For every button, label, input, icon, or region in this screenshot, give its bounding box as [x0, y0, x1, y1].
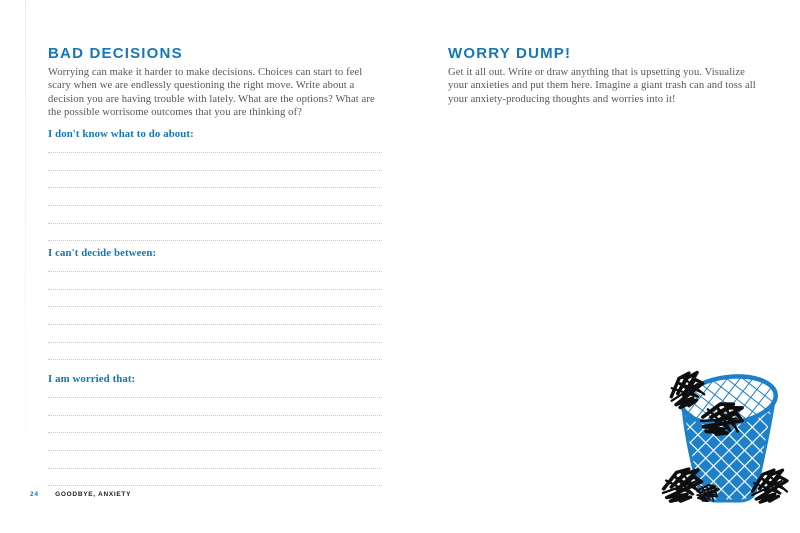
writing-line [48, 451, 382, 469]
writing-line [48, 290, 382, 308]
writing-line [48, 325, 382, 343]
writing-line [48, 469, 382, 487]
writing-line [48, 343, 382, 361]
page-number: 24 [30, 491, 39, 498]
right-page-intro: Get it all out. Write or draw anything that is upsetting you. Visualize your anxieties and put them here. Imagine a giant trash can and toss all your anxiety-producing thoughts and worries into it! [448, 67, 756, 105]
writing-line [48, 171, 382, 189]
page-edge-line [25, 0, 26, 533]
writing-line [48, 141, 382, 153]
writing-line [48, 433, 382, 451]
writing-prompt: I am worried that: [48, 373, 136, 385]
worksheet-section [48, 128, 382, 241]
writing-lines [48, 141, 382, 241]
writing-lines [48, 260, 382, 360]
writing-line [48, 224, 382, 242]
worksheet-section [48, 247, 382, 360]
writing-prompt: I can't decide between: [48, 247, 157, 259]
writing-prompt: I don't know what to do about: [48, 128, 194, 140]
writing-line [48, 416, 382, 434]
writing-line [48, 153, 382, 171]
writing-lines [48, 386, 382, 486]
writing-line [48, 272, 382, 290]
scribble-bottom-left [661, 468, 703, 503]
left-page-intro: Worrying can make it harder to make decisions. Choices can start to feel scary when we are endlessly questioning the right move. Write about a decision you are having trouble with lately. What are the options? What are the possible worrisome outcomes that you are thinking of? [48, 67, 375, 119]
worksheet-section [48, 373, 382, 486]
writing-line [48, 307, 382, 325]
page-footer [30, 491, 131, 498]
right-page [448, 45, 758, 105]
left-page-title: BAD DECISIONS [48, 45, 183, 62]
book-title: GOODBYE, ANXIETY [55, 491, 132, 498]
left-page [48, 45, 382, 385]
writing-line [48, 206, 382, 224]
writing-line [48, 188, 382, 206]
writing-line [48, 386, 382, 398]
right-page-title: WORRY DUMP! [448, 45, 572, 62]
trash-can-illustration [659, 364, 789, 509]
writing-line [48, 398, 382, 416]
writing-line [48, 260, 382, 272]
